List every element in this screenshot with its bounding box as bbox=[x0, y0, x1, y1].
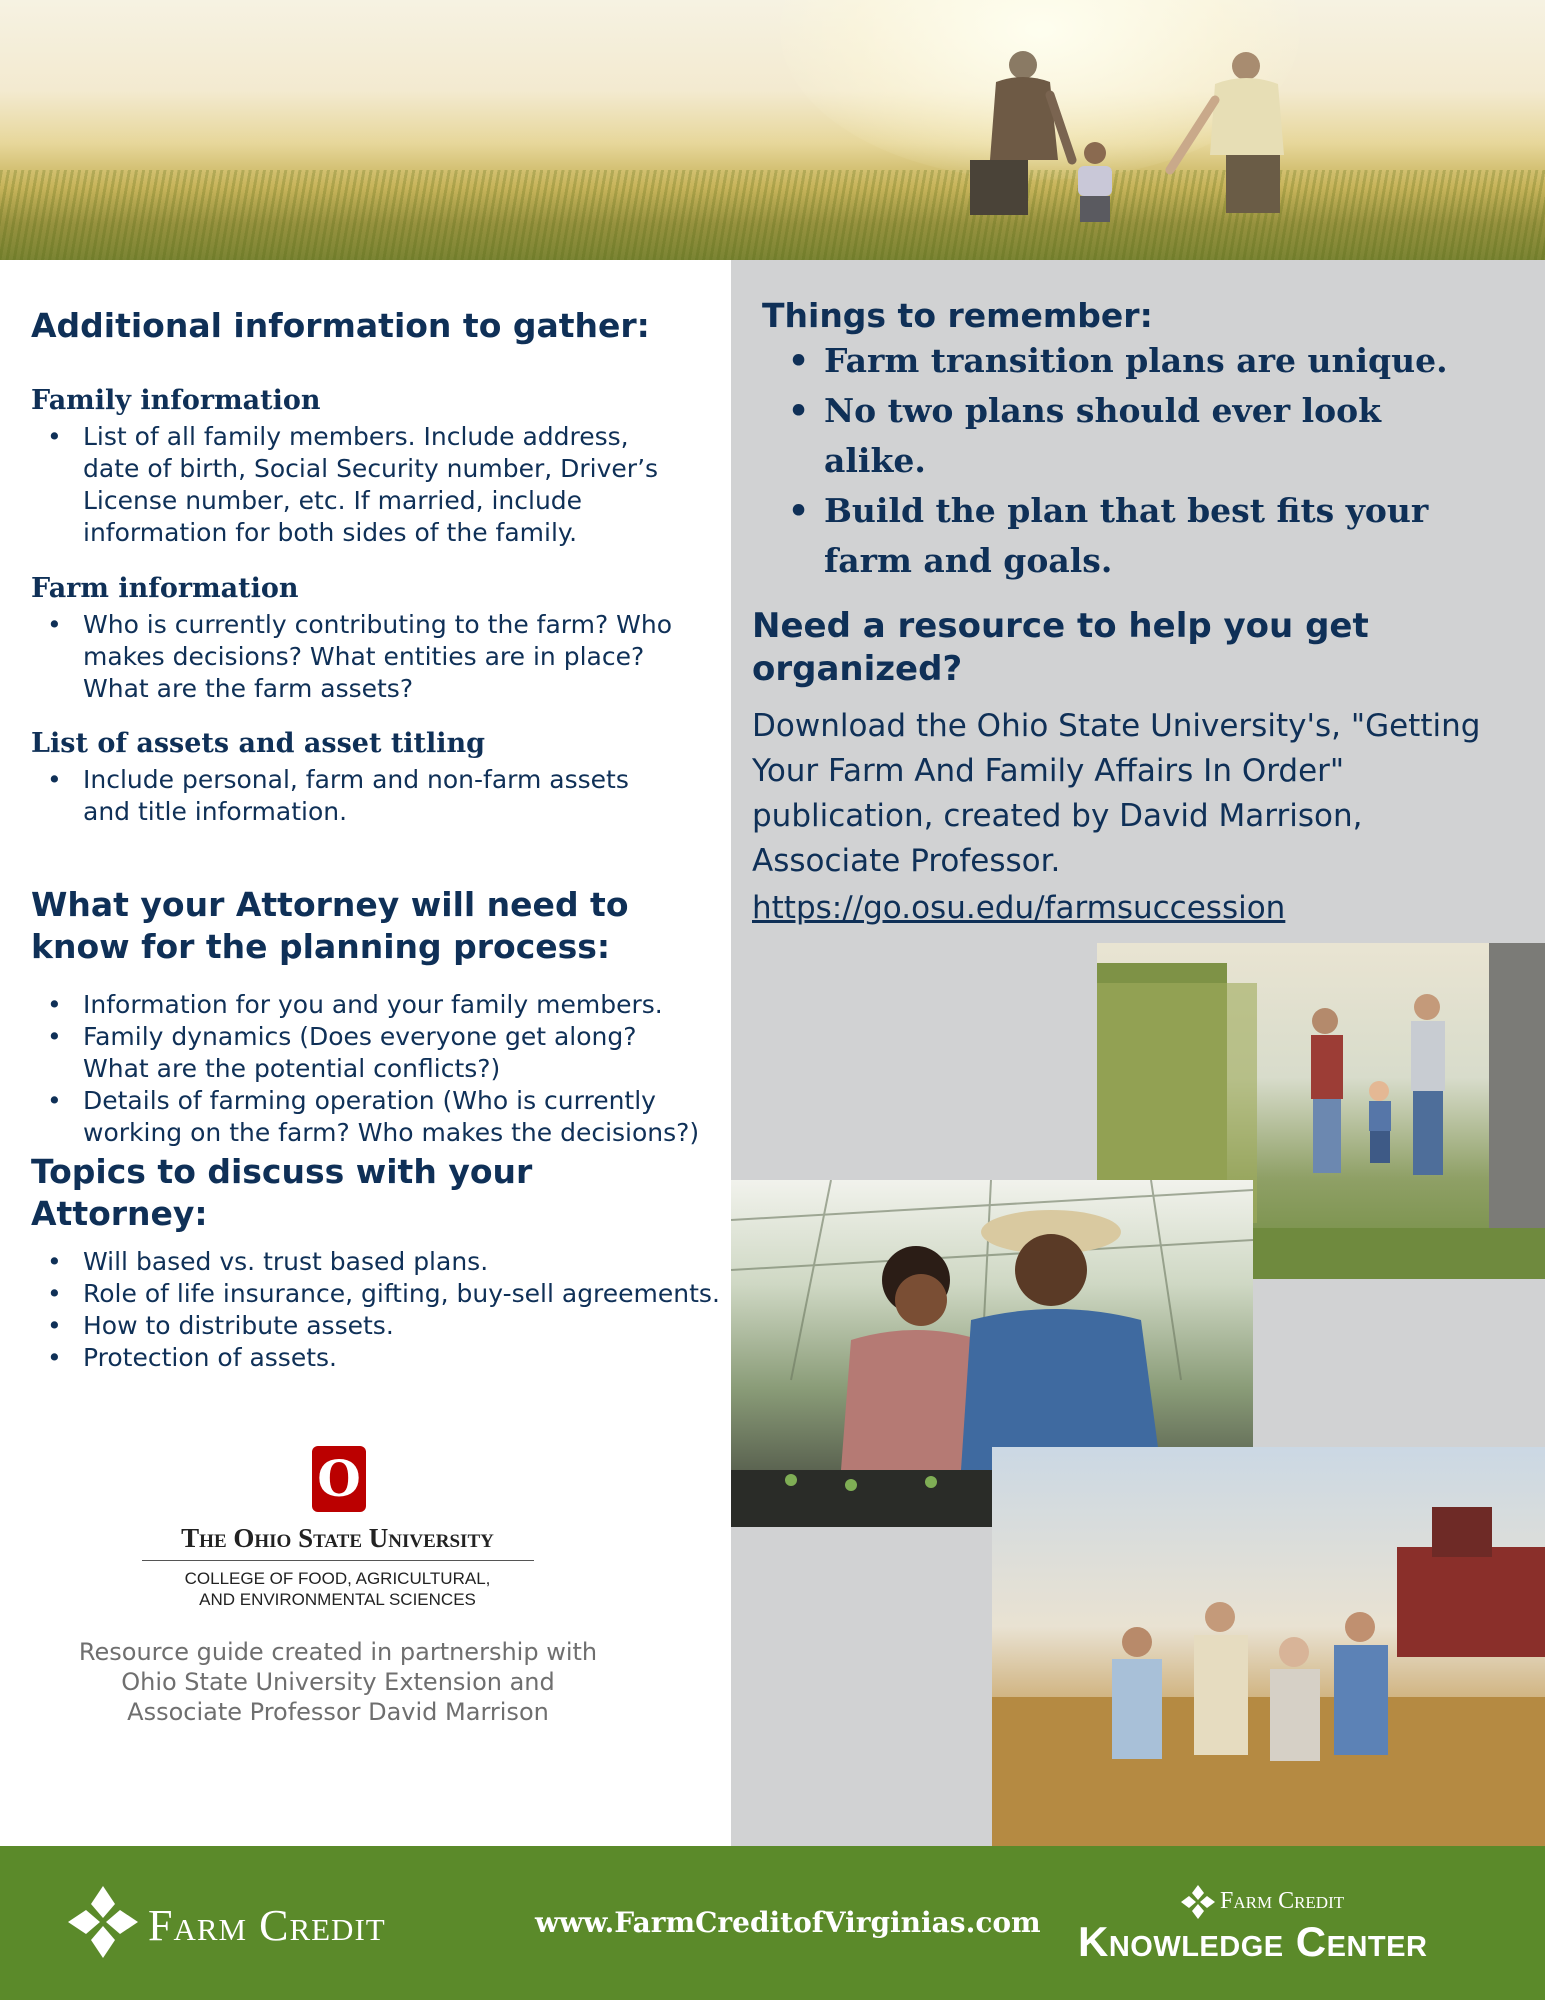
list-item: • Details of farming operation (Who is currently working on the farm? Who makes the decisions?) bbox=[31, 1085, 701, 1149]
osu-college-line-1: COLLEGE OF FOOD, AGRICULTURAL, bbox=[184, 1569, 491, 1588]
list-item: • Role of life insurance, gifting, buy-sell agreements. bbox=[31, 1278, 721, 1310]
assets-heading: List of assets and asset titling bbox=[31, 728, 486, 759]
list-item: • Will based vs. trust based plans. bbox=[31, 1246, 721, 1278]
list-item: • No two plans should ever look alike. bbox=[772, 386, 1492, 486]
list-item: • List of all family members. Include address, date of birth, Social Security number, Driver’s License number, etc. If married, include information for both sides of the family. bbox=[31, 421, 681, 549]
list-item: • Information for you and your family members. bbox=[31, 989, 701, 1021]
osu-block-o-logo bbox=[312, 1446, 366, 1512]
list-item: • Protection of assets. bbox=[31, 1342, 721, 1374]
attorney-list bbox=[31, 989, 701, 1149]
topics-list bbox=[31, 1246, 721, 1374]
list-item: • Include personal, farm and non-farm assets and title information. bbox=[31, 764, 671, 828]
topics-heading: Topics to discuss with your Attorney: bbox=[31, 1152, 533, 1233]
family-info-heading: Family information bbox=[31, 385, 321, 416]
osu-name: The Ohio State University bbox=[181, 1523, 494, 1553]
remember-list bbox=[772, 336, 1492, 586]
farm-credit-emblem-icon bbox=[64, 1884, 142, 1960]
farm-info-heading: Farm information bbox=[31, 573, 299, 604]
osu-divider bbox=[142, 1560, 534, 1561]
family-info-list bbox=[31, 421, 681, 549]
family-silhouettes bbox=[0, 0, 1545, 260]
gather-heading: Additional information to gather: bbox=[31, 306, 650, 345]
attorney-heading: What your Attorney will need to know for the planning process: bbox=[31, 885, 629, 966]
osu-college-line-2: AND ENVIRONMENTAL SCIENCES bbox=[199, 1590, 476, 1609]
osu-college bbox=[140, 1568, 535, 1610]
osu-letter: O bbox=[317, 1449, 361, 1508]
list-item: • Farm transition plans are unique. bbox=[772, 336, 1492, 386]
list-item: • Build the plan that best fits your farm and goals. bbox=[772, 486, 1492, 586]
resource-link[interactable]: https://go.osu.edu/farmsuccession bbox=[752, 890, 1286, 926]
list-item: • Who is currently contributing to the farm? Who makes decisions? What entities are in place? What are the farm assets? bbox=[31, 609, 681, 705]
photo-farmers-wheat-field bbox=[992, 1447, 1545, 1846]
knowledge-center-emblem-icon bbox=[1180, 1884, 1216, 1920]
assets-list bbox=[31, 764, 671, 828]
hero-photo-family-in-field bbox=[0, 0, 1545, 260]
list-item: • How to distribute assets. bbox=[31, 1310, 721, 1342]
website-link[interactable]: www.FarmCreditofVirginias.com bbox=[535, 1906, 1041, 1939]
footer bbox=[0, 1846, 1545, 2000]
resource-heading: Need a resource to help you get organized? bbox=[752, 606, 1369, 689]
partnership-text: Resource guide created in partnership with Ohio State University Extension and Associate Professor David Marrison bbox=[78, 1638, 598, 1726]
kc-big-text: Knowledge Center bbox=[1078, 1918, 1428, 1965]
resource-text: Download the Ohio State University's, "Getting Your Farm And Family Affairs In Order" publication, created by David Marrison, Associate Professor. bbox=[752, 708, 1481, 879]
farm-credit-logo-text: Farm Credit bbox=[148, 1901, 386, 1950]
list-item: • Family dynamics (Does everyone get along? What are the potential conflicts?) bbox=[31, 1021, 701, 1085]
remember-heading: Things to remember: bbox=[762, 296, 1153, 335]
farm-info-list bbox=[31, 609, 681, 705]
kc-small-text: Farm Credit bbox=[1220, 1888, 1345, 1914]
farmers-figures bbox=[992, 1447, 1545, 1846]
